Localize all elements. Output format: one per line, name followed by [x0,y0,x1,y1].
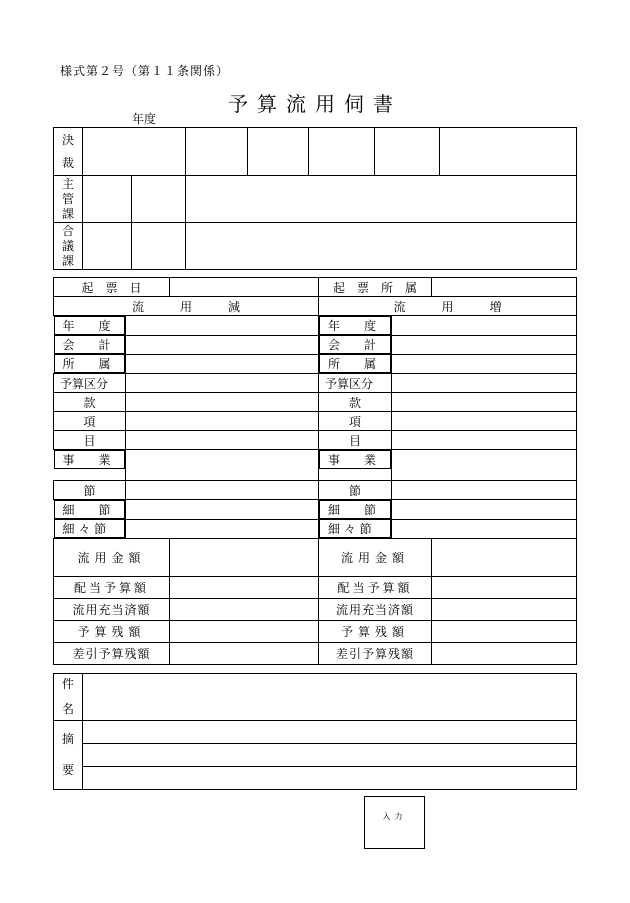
issue-dept-label: 起 票 所 属 [319,278,432,297]
dec-saimoku-field[interactable] [126,500,319,520]
inc-kan-field[interactable] [392,393,577,412]
inc-balance-field[interactable] [432,643,577,665]
dec-transfer-amount-label: 流用金額 [54,539,170,577]
inc-budget-class-label: 予算区分 [319,374,392,393]
form-number: 様式第２号（第１１条関係） [60,64,230,78]
inc-balance-label: 差引予算残額 [319,643,432,665]
inc-year-label: 年 度 [319,316,391,335]
document-title: 予算流用伺書 [228,92,402,116]
inc-setsu-field[interactable] [392,481,577,500]
inc-account-label: 会 計 [319,335,391,354]
approval-table [53,127,577,270]
inc-project-label: 事 業 [319,450,391,469]
approval-stamp-cell[interactable] [309,128,375,176]
decision-label: 決 裁 [54,128,83,176]
inc-dept-label: 所 属 [319,354,391,373]
consultation-stamp-cell[interactable] [83,223,132,270]
dec-setsu-label: 節 [54,481,126,500]
inc-saimoku-field[interactable] [392,500,577,520]
issue-date-field[interactable] [170,278,319,297]
inc-year-field[interactable] [392,316,577,336]
dec-moku-label: 目 [54,431,126,450]
inc-remaining-field[interactable] [432,621,577,643]
inc-moku-field[interactable] [392,431,577,450]
approval-stamp-cell[interactable] [186,128,248,176]
dec-transfer-amount-field[interactable] [170,539,319,577]
subject-label: 件 名 [54,674,83,721]
approval-stamp-cell[interactable] [375,128,440,176]
department-label: 主 管 課 [54,176,83,223]
inc-allocated-field[interactable] [432,577,577,599]
dec-budget-class-label: 予算区分 [54,374,126,393]
fiscal-year-label: 年度 [132,112,157,126]
dec-budget-class-field[interactable] [126,374,319,393]
inc-remaining-label: 予算残額 [319,621,432,643]
inc-transfer-used-field[interactable] [432,599,577,621]
summary-line-2[interactable] [83,744,577,767]
dec-allocated-label: 配当予算額 [54,577,170,599]
dec-project-label: 事 業 [54,450,126,469]
inc-allocated-label: 配当予算額 [319,577,432,599]
dec-year-label: 年 度 [54,316,126,335]
issue-dept-field[interactable] [432,278,577,297]
dec-remaining-field[interactable] [170,621,319,643]
approval-stamp-cell[interactable] [440,128,577,176]
inc-setsu-label: 節 [319,481,392,500]
inc-kou-label: 項 [319,412,392,431]
inc-saisaimoku-field[interactable] [392,519,577,539]
inc-moku-label: 目 [319,431,392,450]
subject-summary-table [53,673,577,790]
summary-label: 摘 要 [54,721,83,790]
dec-year-field[interactable] [126,316,319,336]
inc-budget-class-field[interactable] [392,374,577,393]
dec-balance-field[interactable] [170,643,319,665]
summary-line-3[interactable] [83,767,577,790]
department-stamp-cell[interactable] [83,176,132,223]
inc-transfer-amount-label: 流用金額 [319,539,432,577]
dec-transfer-used-label: 流用充当済額 [54,599,170,621]
inc-account-field[interactable] [392,335,577,354]
decrease-section-label: 流 用 減 [54,297,319,316]
dec-kan-label: 款 [54,393,126,412]
inc-transfer-used-label: 流用充当済額 [319,599,432,621]
inc-saisaimoku-label: 細 々 節 [319,519,391,538]
inc-saimoku-label: 細 節 [319,500,391,519]
dec-setsu-field[interactable] [126,481,319,500]
inc-project-field[interactable] [392,450,577,481]
dec-balance-label: 差引予算残額 [54,643,170,665]
department-comment-cell[interactable] [186,176,577,223]
dec-account-label: 会 計 [54,335,126,354]
dec-saisaimoku-label: 細 々 節 [54,519,126,538]
subject-field[interactable] [83,674,577,721]
dec-moku-field[interactable] [126,431,319,450]
dec-dept-field[interactable] [126,354,319,374]
consultation-label: 合 議 課 [54,223,83,270]
dec-kou-label: 項 [54,412,126,431]
approval-stamp-cell[interactable] [83,128,186,176]
inc-transfer-amount-field[interactable] [432,539,577,577]
input-stamp-box[interactable] [364,796,425,849]
dec-saisaimoku-field[interactable] [126,519,319,539]
department-stamp-cell[interactable] [132,176,186,223]
approval-stamp-cell[interactable] [248,128,309,176]
dec-remaining-label: 予算残額 [54,621,170,643]
summary-line-1[interactable] [83,721,577,744]
consultation-stamp-cell[interactable] [132,223,186,270]
input-label: 入力 [382,812,407,821]
dec-allocated-field[interactable] [170,577,319,599]
inc-kan-label: 款 [319,393,392,412]
dec-saimoku-label: 細 節 [54,500,126,519]
dec-kou-field[interactable] [126,412,319,431]
dec-dept-label: 所 属 [54,354,126,373]
dec-account-field[interactable] [126,335,319,354]
inc-dept-field[interactable] [392,354,577,374]
consultation-comment-cell[interactable] [186,223,577,270]
transfer-table [53,277,577,665]
issue-date-label: 起 票 日 [54,278,170,297]
inc-kou-field[interactable] [392,412,577,431]
dec-project-field[interactable] [126,450,319,481]
dec-kan-field[interactable] [126,393,319,412]
dec-transfer-used-field[interactable] [170,599,319,621]
increase-section-label: 流 用 増 [319,297,577,316]
